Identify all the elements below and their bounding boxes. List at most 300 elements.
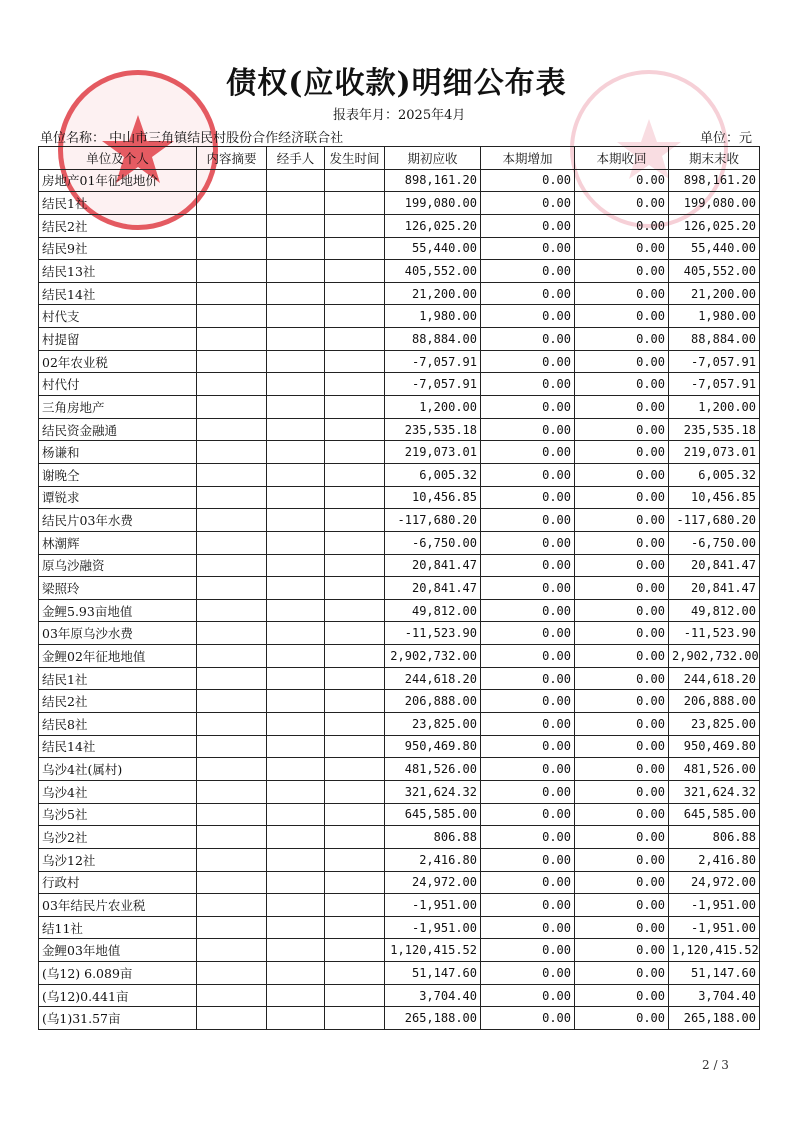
page-title: 债权(应收款)明细公布表	[226, 66, 567, 101]
summary-cell	[197, 780, 267, 803]
col-header-date: 发生时间	[325, 147, 385, 170]
opening-cell: 23,825.00	[385, 713, 481, 736]
date-cell	[325, 282, 385, 305]
date-cell	[325, 894, 385, 917]
increase-cell: 0.00	[481, 645, 575, 668]
date-cell	[325, 939, 385, 962]
table-row	[39, 894, 760, 917]
summary-cell	[197, 373, 267, 396]
recovered-cell: 0.00	[575, 826, 669, 849]
closing-cell: 405,552.00	[669, 260, 760, 283]
closing-cell: 481,526.00	[669, 758, 760, 781]
handler-cell	[267, 237, 325, 260]
party-cell: 金鲤5.93亩地值	[39, 599, 197, 622]
summary-cell	[197, 645, 267, 668]
opening-cell: 405,552.00	[385, 260, 481, 283]
closing-cell: 898,161.20	[669, 169, 760, 192]
currency-unit: 单位：元	[700, 131, 753, 146]
handler-cell	[267, 667, 325, 690]
table-row	[39, 622, 760, 645]
increase-cell: 0.00	[481, 622, 575, 645]
opening-cell: 265,188.00	[385, 1007, 481, 1030]
opening-cell: 235,535.18	[385, 418, 481, 441]
increase-cell: 0.00	[481, 780, 575, 803]
handler-cell	[267, 328, 325, 351]
table-row	[39, 328, 760, 351]
party-cell: 结民14社	[39, 735, 197, 758]
increase-cell: 0.00	[481, 803, 575, 826]
party-cell: 行政村	[39, 871, 197, 894]
handler-cell	[267, 441, 325, 464]
handler-cell	[267, 531, 325, 554]
table-row	[39, 1007, 760, 1030]
handler-cell	[267, 214, 325, 237]
opening-cell: 244,618.20	[385, 667, 481, 690]
summary-cell	[197, 463, 267, 486]
date-cell	[325, 622, 385, 645]
party-cell: 乌沙5社	[39, 803, 197, 826]
table-row	[39, 871, 760, 894]
opening-cell: -7,057.91	[385, 350, 481, 373]
closing-cell: 219,073.01	[669, 441, 760, 464]
increase-cell: 0.00	[481, 848, 575, 871]
col-header-party: 单位及个人	[39, 147, 197, 170]
handler-cell	[267, 894, 325, 917]
table-row	[39, 305, 760, 328]
date-cell	[325, 328, 385, 351]
increase-cell: 0.00	[481, 260, 575, 283]
handler-cell	[267, 848, 325, 871]
party-cell: 结民13社	[39, 260, 197, 283]
increase-cell: 0.00	[481, 871, 575, 894]
date-cell	[325, 441, 385, 464]
party-cell: 谭锐求	[39, 486, 197, 509]
closing-cell: 1,200.00	[669, 396, 760, 419]
increase-cell: 0.00	[481, 350, 575, 373]
closing-cell: 244,618.20	[669, 667, 760, 690]
recovered-cell: 0.00	[575, 803, 669, 826]
table-row	[39, 418, 760, 441]
party-cell: 房地产01年征地地价	[39, 169, 197, 192]
handler-cell	[267, 350, 325, 373]
summary-cell	[197, 599, 267, 622]
closing-cell: 20,841.47	[669, 577, 760, 600]
recovered-cell: 0.00	[575, 373, 669, 396]
col-header-recovered: 本期收回	[575, 147, 669, 170]
table-row	[39, 848, 760, 871]
recovered-cell: 0.00	[575, 237, 669, 260]
recovered-cell: 0.00	[575, 463, 669, 486]
summary-cell	[197, 350, 267, 373]
party-cell: 原乌沙融资	[39, 554, 197, 577]
summary-cell	[197, 871, 267, 894]
closing-cell: 20,841.47	[669, 554, 760, 577]
handler-cell	[267, 622, 325, 645]
summary-cell	[197, 713, 267, 736]
recovered-cell: 0.00	[575, 713, 669, 736]
party-cell: 乌沙4社(属村)	[39, 758, 197, 781]
table-row	[39, 531, 760, 554]
unit-name: 单位名称： 中山市三角镇结民村股份合作经济联合社	[40, 131, 344, 146]
summary-cell	[197, 939, 267, 962]
closing-cell: -11,523.90	[669, 622, 760, 645]
summary-cell	[197, 441, 267, 464]
table-row	[39, 260, 760, 283]
date-cell	[325, 713, 385, 736]
party-cell: (乌1)31.57亩	[39, 1007, 197, 1030]
handler-cell	[267, 463, 325, 486]
closing-cell: 6,005.32	[669, 463, 760, 486]
recovered-cell: 0.00	[575, 690, 669, 713]
date-cell	[325, 418, 385, 441]
table-row	[39, 169, 760, 192]
summary-cell	[197, 531, 267, 554]
summary-cell	[197, 260, 267, 283]
opening-cell: 1,200.00	[385, 396, 481, 419]
party-cell: 结民片03年水费	[39, 509, 197, 532]
party-cell: 02年农业税	[39, 350, 197, 373]
closing-cell: -7,057.91	[669, 373, 760, 396]
summary-cell	[197, 577, 267, 600]
increase-cell: 0.00	[481, 396, 575, 419]
summary-cell	[197, 509, 267, 532]
increase-cell: 0.00	[481, 441, 575, 464]
summary-cell	[197, 690, 267, 713]
handler-cell	[267, 645, 325, 668]
increase-cell: 0.00	[481, 531, 575, 554]
increase-cell: 0.00	[481, 1007, 575, 1030]
opening-cell: -7,057.91	[385, 373, 481, 396]
party-cell: 结民资金融通	[39, 418, 197, 441]
summary-cell	[197, 169, 267, 192]
opening-cell: 645,585.00	[385, 803, 481, 826]
summary-cell	[197, 894, 267, 917]
summary-cell	[197, 735, 267, 758]
date-cell	[325, 577, 385, 600]
table-row	[39, 713, 760, 736]
increase-cell: 0.00	[481, 826, 575, 849]
receivables-table	[38, 146, 760, 1030]
increase-cell: 0.00	[481, 916, 575, 939]
closing-cell: 3,704.40	[669, 984, 760, 1007]
recovered-cell: 0.00	[575, 328, 669, 351]
date-cell	[325, 826, 385, 849]
summary-cell	[197, 984, 267, 1007]
table-row	[39, 758, 760, 781]
handler-cell	[267, 984, 325, 1007]
date-cell	[325, 192, 385, 215]
recovered-cell: 0.00	[575, 894, 669, 917]
date-cell	[325, 962, 385, 985]
increase-cell: 0.00	[481, 214, 575, 237]
opening-cell: 481,526.00	[385, 758, 481, 781]
handler-cell	[267, 962, 325, 985]
opening-cell: 24,972.00	[385, 871, 481, 894]
opening-cell: 20,841.47	[385, 554, 481, 577]
handler-cell	[267, 577, 325, 600]
recovered-cell: 0.00	[575, 509, 669, 532]
summary-cell	[197, 328, 267, 351]
handler-cell	[267, 373, 325, 396]
party-cell: 杨谦和	[39, 441, 197, 464]
opening-cell: 1,980.00	[385, 305, 481, 328]
increase-cell: 0.00	[481, 690, 575, 713]
closing-cell: 23,825.00	[669, 713, 760, 736]
summary-cell	[197, 418, 267, 441]
party-cell: 乌沙12社	[39, 848, 197, 871]
date-cell	[325, 237, 385, 260]
party-cell: 结民8社	[39, 713, 197, 736]
increase-cell: 0.00	[481, 939, 575, 962]
handler-cell	[267, 282, 325, 305]
summary-cell	[197, 916, 267, 939]
opening-cell: -117,680.20	[385, 509, 481, 532]
handler-cell	[267, 758, 325, 781]
closing-cell: 126,025.20	[669, 214, 760, 237]
date-cell	[325, 554, 385, 577]
increase-cell: 0.00	[481, 577, 575, 600]
closing-cell: 49,812.00	[669, 599, 760, 622]
handler-cell	[267, 486, 325, 509]
table-row	[39, 282, 760, 305]
party-cell: 结民1社	[39, 192, 197, 215]
date-cell	[325, 735, 385, 758]
table-row	[39, 554, 760, 577]
table-row	[39, 780, 760, 803]
handler-cell	[267, 916, 325, 939]
increase-cell: 0.00	[481, 758, 575, 781]
table-row	[39, 984, 760, 1007]
party-cell: 结民9社	[39, 237, 197, 260]
party-cell: 结民2社	[39, 690, 197, 713]
opening-cell: 206,888.00	[385, 690, 481, 713]
increase-cell: 0.00	[481, 509, 575, 532]
handler-cell	[267, 260, 325, 283]
table-row	[39, 486, 760, 509]
closing-cell: 24,972.00	[669, 871, 760, 894]
date-cell	[325, 509, 385, 532]
opening-cell: 2,416.80	[385, 848, 481, 871]
opening-cell: 49,812.00	[385, 599, 481, 622]
col-header-increase: 本期增加	[481, 147, 575, 170]
summary-cell	[197, 622, 267, 645]
closing-cell: 199,080.00	[669, 192, 760, 215]
table-row	[39, 916, 760, 939]
handler-cell	[267, 826, 325, 849]
table-row	[39, 463, 760, 486]
closing-cell: 10,456.85	[669, 486, 760, 509]
summary-cell	[197, 758, 267, 781]
closing-cell: 55,440.00	[669, 237, 760, 260]
recovered-cell: 0.00	[575, 848, 669, 871]
party-cell: 村提留	[39, 328, 197, 351]
increase-cell: 0.00	[481, 237, 575, 260]
opening-cell: 6,005.32	[385, 463, 481, 486]
opening-cell: 126,025.20	[385, 214, 481, 237]
opening-cell: 2,902,732.00	[385, 645, 481, 668]
increase-cell: 0.00	[481, 328, 575, 351]
closing-cell: -1,951.00	[669, 894, 760, 917]
increase-cell: 0.00	[481, 667, 575, 690]
opening-cell: 1,120,415.52	[385, 939, 481, 962]
recovered-cell: 0.00	[575, 577, 669, 600]
table-row	[39, 735, 760, 758]
recovered-cell: 0.00	[575, 350, 669, 373]
party-cell: 03年结民片农业税	[39, 894, 197, 917]
recovered-cell: 0.00	[575, 214, 669, 237]
closing-cell: -6,750.00	[669, 531, 760, 554]
summary-cell	[197, 848, 267, 871]
table-row	[39, 350, 760, 373]
closing-cell: -1,951.00	[669, 916, 760, 939]
handler-cell	[267, 554, 325, 577]
party-cell: 乌沙4社	[39, 780, 197, 803]
date-cell	[325, 645, 385, 668]
handler-cell	[267, 418, 325, 441]
party-cell: 村代付	[39, 373, 197, 396]
recovered-cell: 0.00	[575, 169, 669, 192]
increase-cell: 0.00	[481, 192, 575, 215]
col-header-summary: 内容摘要	[197, 147, 267, 170]
table-row	[39, 690, 760, 713]
closing-cell: 1,980.00	[669, 305, 760, 328]
table-row	[39, 192, 760, 215]
recovered-cell: 0.00	[575, 962, 669, 985]
handler-cell	[267, 599, 325, 622]
date-cell	[325, 803, 385, 826]
table-row	[39, 577, 760, 600]
recovered-cell: 0.00	[575, 1007, 669, 1030]
closing-cell: 806.88	[669, 826, 760, 849]
increase-cell: 0.00	[481, 984, 575, 1007]
recovered-cell: 0.00	[575, 871, 669, 894]
opening-cell: 3,704.40	[385, 984, 481, 1007]
table-row	[39, 803, 760, 826]
recovered-cell: 0.00	[575, 645, 669, 668]
table-row	[39, 826, 760, 849]
increase-cell: 0.00	[481, 463, 575, 486]
closing-cell: 950,469.80	[669, 735, 760, 758]
table-row	[39, 509, 760, 532]
closing-cell: 2,902,732.00	[669, 645, 760, 668]
summary-cell	[197, 396, 267, 419]
increase-cell: 0.00	[481, 962, 575, 985]
date-cell	[325, 599, 385, 622]
date-cell	[325, 305, 385, 328]
party-cell: 谢晚仝	[39, 463, 197, 486]
handler-cell	[267, 803, 325, 826]
party-cell: 结民1社	[39, 667, 197, 690]
table-row	[39, 214, 760, 237]
opening-cell: -1,951.00	[385, 916, 481, 939]
date-cell	[325, 848, 385, 871]
increase-cell: 0.00	[481, 554, 575, 577]
summary-cell	[197, 803, 267, 826]
party-cell: (乌12) 6.089亩	[39, 962, 197, 985]
handler-cell	[267, 871, 325, 894]
date-cell	[325, 1007, 385, 1030]
recovered-cell: 0.00	[575, 486, 669, 509]
date-cell	[325, 396, 385, 419]
table-row	[39, 599, 760, 622]
recovered-cell: 0.00	[575, 305, 669, 328]
increase-cell: 0.00	[481, 418, 575, 441]
closing-cell: 645,585.00	[669, 803, 760, 826]
recovered-cell: 0.00	[575, 396, 669, 419]
increase-cell: 0.00	[481, 599, 575, 622]
increase-cell: 0.00	[481, 894, 575, 917]
handler-cell	[267, 509, 325, 532]
recovered-cell: 0.00	[575, 260, 669, 283]
date-cell	[325, 463, 385, 486]
handler-cell	[267, 192, 325, 215]
table-row	[39, 396, 760, 419]
handler-cell	[267, 713, 325, 736]
summary-cell	[197, 305, 267, 328]
recovered-cell: 0.00	[575, 599, 669, 622]
recovered-cell: 0.00	[575, 667, 669, 690]
increase-cell: 0.00	[481, 486, 575, 509]
party-cell: 结民2社	[39, 214, 197, 237]
date-cell	[325, 260, 385, 283]
party-cell: 结11社	[39, 916, 197, 939]
summary-cell	[197, 962, 267, 985]
handler-cell	[267, 169, 325, 192]
party-cell: 金鲤03年地值	[39, 939, 197, 962]
closing-cell: 265,188.00	[669, 1007, 760, 1030]
party-cell: 三角房地产	[39, 396, 197, 419]
col-header-closing: 期末末收	[669, 147, 760, 170]
table-row	[39, 645, 760, 668]
handler-cell	[267, 690, 325, 713]
summary-cell	[197, 282, 267, 305]
date-cell	[325, 780, 385, 803]
handler-cell	[267, 735, 325, 758]
handler-cell	[267, 939, 325, 962]
table-body	[39, 169, 760, 1029]
table-row	[39, 441, 760, 464]
summary-cell	[197, 667, 267, 690]
opening-cell: 898,161.20	[385, 169, 481, 192]
closing-cell: 206,888.00	[669, 690, 760, 713]
opening-cell: 21,200.00	[385, 282, 481, 305]
summary-cell	[197, 1007, 267, 1030]
opening-cell: 51,147.60	[385, 962, 481, 985]
increase-cell: 0.00	[481, 282, 575, 305]
recovered-cell: 0.00	[575, 282, 669, 305]
recovered-cell: 0.00	[575, 192, 669, 215]
party-cell: 林潮辉	[39, 531, 197, 554]
opening-cell: 950,469.80	[385, 735, 481, 758]
table-row	[39, 237, 760, 260]
opening-cell: -11,523.90	[385, 622, 481, 645]
summary-cell	[197, 192, 267, 215]
increase-cell: 0.00	[481, 373, 575, 396]
increase-cell: 0.00	[481, 713, 575, 736]
party-cell: 乌沙2社	[39, 826, 197, 849]
opening-cell: 321,624.32	[385, 780, 481, 803]
closing-cell: 88,884.00	[669, 328, 760, 351]
party-cell: 金鲤02年征地地值	[39, 645, 197, 668]
party-cell: 03年原乌沙水费	[39, 622, 197, 645]
closing-cell: 51,147.60	[669, 962, 760, 985]
date-cell	[325, 916, 385, 939]
date-cell	[325, 169, 385, 192]
opening-cell: 199,080.00	[385, 192, 481, 215]
closing-cell: 321,624.32	[669, 780, 760, 803]
recovered-cell: 0.00	[575, 916, 669, 939]
table-row	[39, 939, 760, 962]
